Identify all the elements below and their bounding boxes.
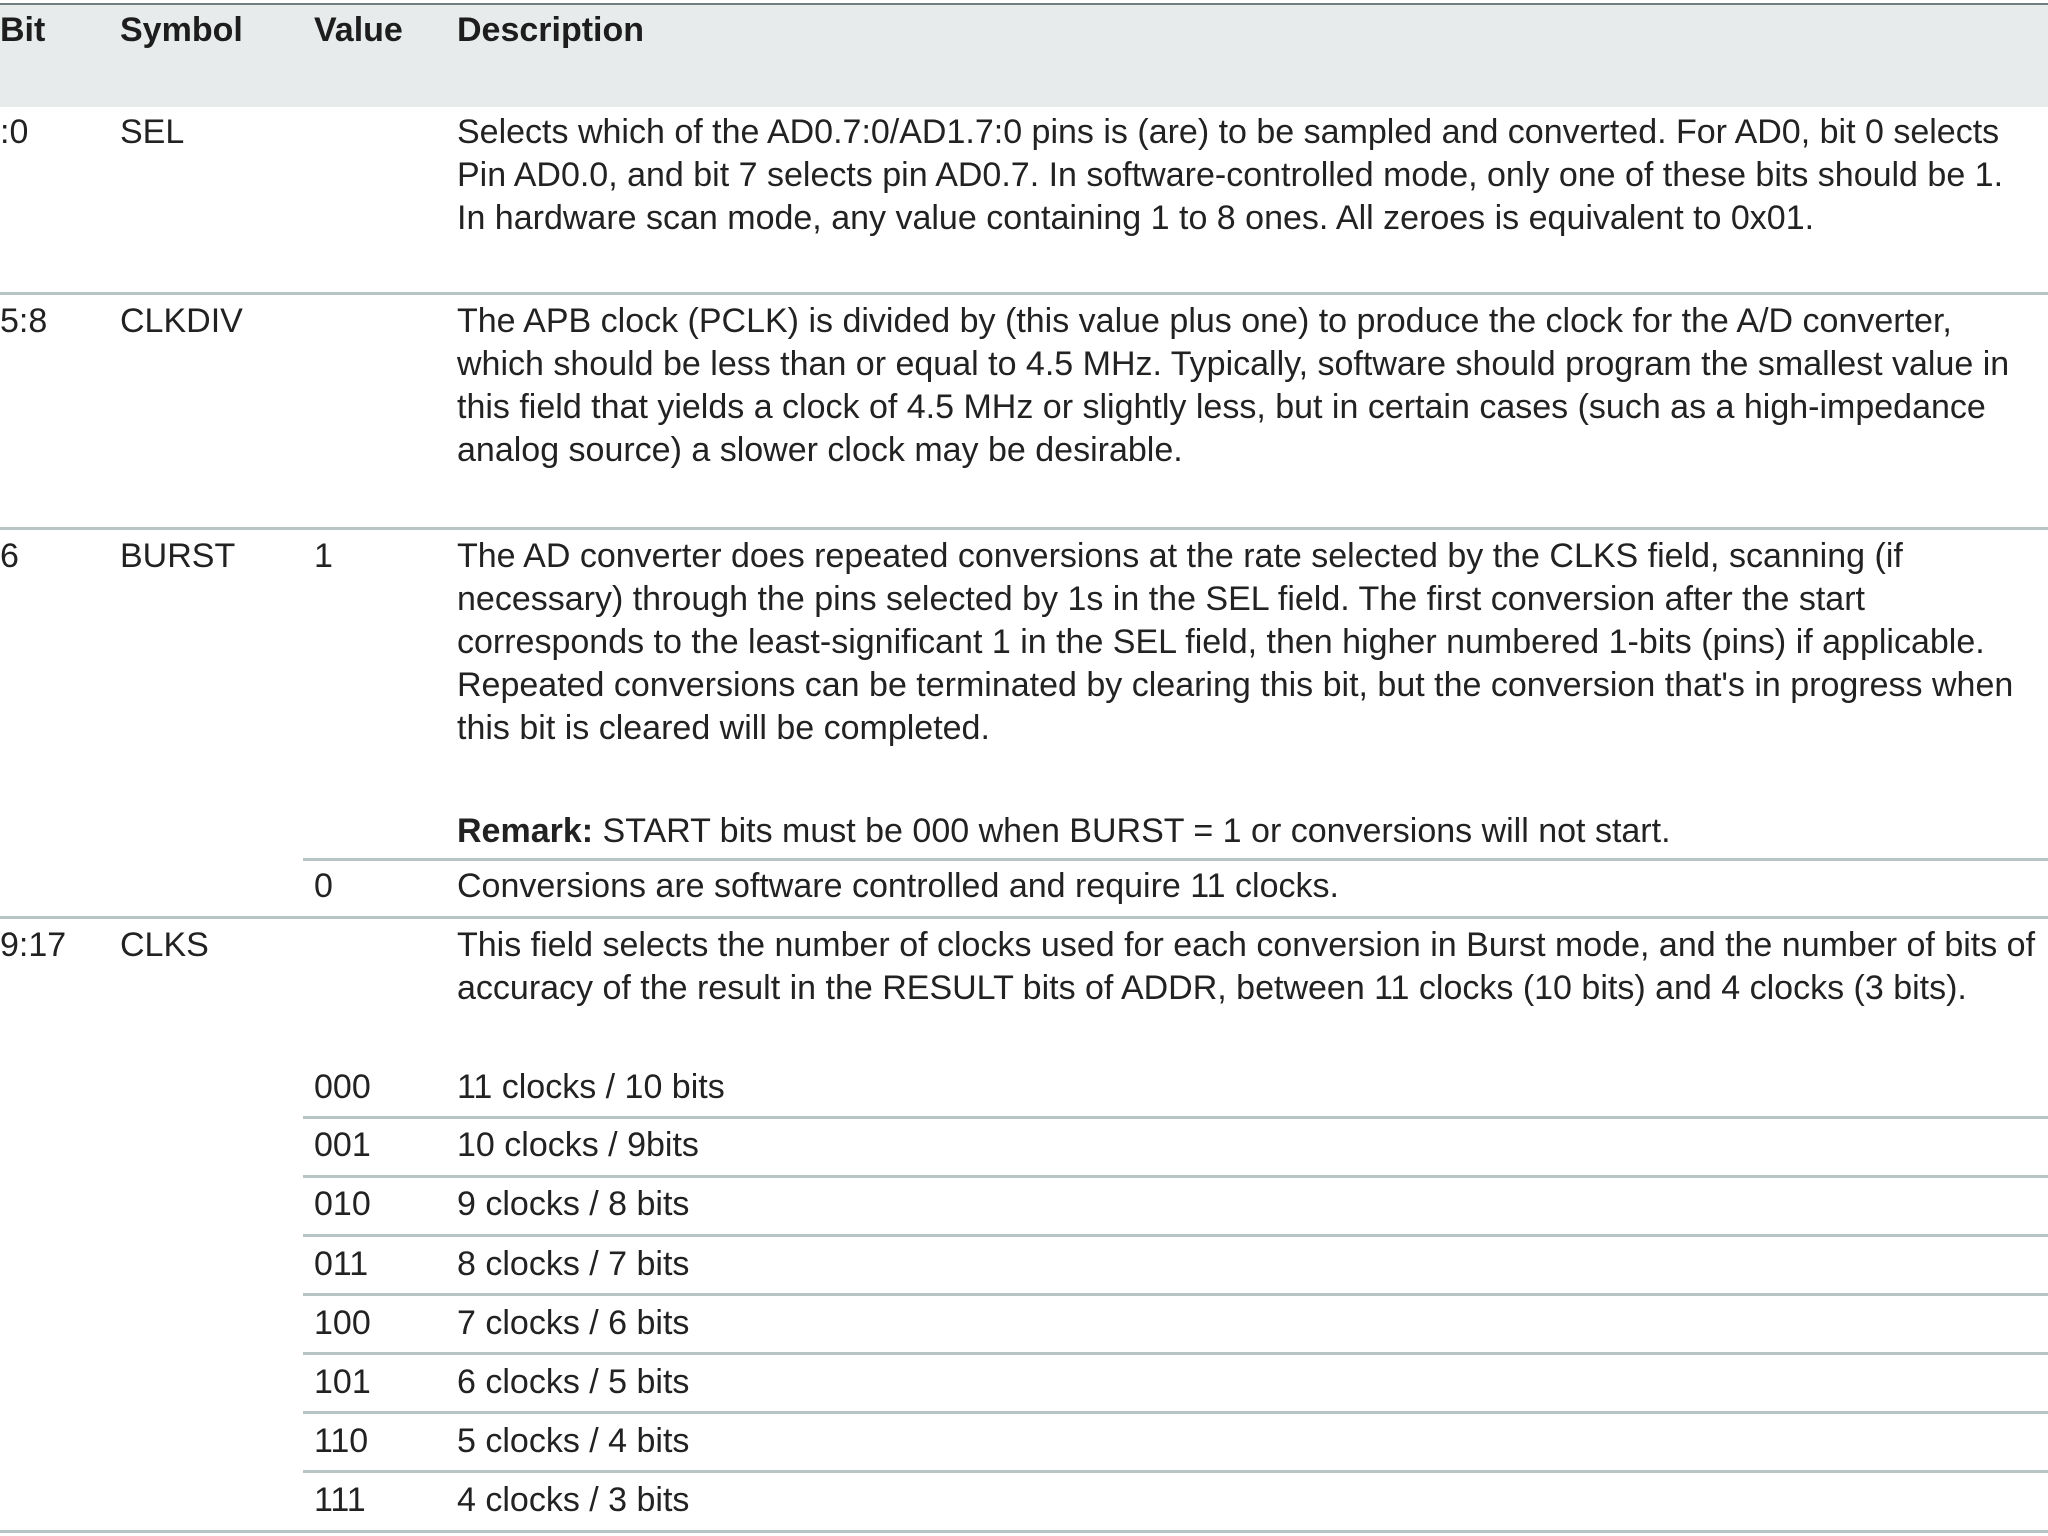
remark-text: START bits must be 000 when BURST = 1 or conversions will not start.: [593, 812, 1671, 850]
table-row-bit: 9:17: [0, 926, 67, 964]
clks-option-value: 001: [314, 1126, 371, 1164]
clks-option-description: 9 clocks / 8 bits: [457, 1185, 690, 1223]
table-row-value: 0: [314, 867, 333, 905]
row-divider: [303, 1175, 2048, 1178]
table-row-symbol: SEL: [120, 113, 185, 151]
table-row-description: Conversions are software controlled and require 11 clocks.: [457, 867, 1339, 905]
row-divider: [303, 1116, 2048, 1119]
clks-option-description: 6 clocks / 5 bits: [457, 1363, 690, 1401]
remark-label: Remark:: [457, 812, 594, 850]
table-row-value: 1: [314, 537, 333, 575]
bit-column-header: Bit: [0, 11, 46, 49]
table-row-description: This field selects the number of clocks used for each conversion in Burst mode, and the number of bits of accuracy of the result in the RESULT bits of ADDR, between 11 clocks (10 bits) and 4 clocks (3 bits).: [457, 926, 2036, 1007]
row-divider: [0, 292, 2048, 295]
description-column-header: Description: [457, 11, 645, 49]
table-row-symbol: CLKS: [120, 926, 209, 964]
clks-option-value: 011: [314, 1245, 369, 1283]
clks-option-description: 11 clocks / 10 bits: [457, 1068, 725, 1106]
clks-option-description: 5 clocks / 4 bits: [457, 1422, 690, 1460]
row-divider: [303, 1234, 2048, 1237]
value-column-header: Value: [314, 11, 403, 49]
row-divider: [303, 1293, 2048, 1296]
clks-option-value: 000: [314, 1068, 371, 1106]
table-row-symbol: CLKDIV: [120, 302, 243, 340]
clks-option-value: 100: [314, 1304, 371, 1342]
table-row-description: The AD converter does repeated conversions at the rate selected by the CLKS field, scanning (if necessary) through the pins selected by 1s in the SEL field. The first conversion after the start corresponds to the least-significant 1 in the SEL field, then higher numbered 1-bits (pins) if applicable. Repeated conversions can be terminated by clearing this bit, but the conversion that's in progress when this bit is cleared will be completed.: [457, 537, 2014, 747]
table-row-bit: 5:8: [0, 302, 48, 340]
table-bottom-border: [0, 1530, 2048, 1533]
clks-option-value: 111: [314, 1481, 366, 1519]
symbol-column-header: Symbol: [120, 11, 243, 49]
clks-option-description: 8 clocks / 7 bits: [457, 1245, 690, 1283]
table-row-description: Selects which of the AD0.7:0/AD1.7:0 pins is (are) to be sampled and converted. For AD0, bit 0 selects Pin AD0.0, and bit 7 selects pin AD0.7. In software-controlled mode, only one of these bits should be 1. In hardware scan mode, any value containing 1 to 8 ones. All zeroes is equivalent to 0x01.: [457, 113, 2004, 237]
clks-option-description: 7 clocks / 6 bits: [457, 1304, 690, 1342]
table-row-symbol: BURST: [120, 537, 236, 575]
row-divider: [303, 858, 2048, 861]
clks-option-value: 010: [314, 1185, 371, 1223]
clks-option-description: 10 clocks / 9bits: [457, 1126, 699, 1164]
row-divider: [303, 1352, 2048, 1355]
row-divider: [0, 527, 2048, 530]
row-divider: [303, 1411, 2048, 1414]
row-divider: [303, 1470, 2048, 1473]
row-divider: [0, 916, 2048, 919]
clks-option-value: 101: [314, 1363, 371, 1401]
clks-option-description: 4 clocks / 3 bits: [457, 1481, 690, 1519]
table-row-bit: :0: [0, 113, 29, 151]
remark-note: [457, 810, 2039, 853]
table-row-description: The APB clock (PCLK) is divided by (this value plus one) to produce the clock for the A/D converter, which should be less than or equal to 4.5 MHz. Typically, software should program the smallest value in this field that yields a clock of 4.5 MHz or slightly less, but in certain cases (such as a high-impedance analog source) a slower clock may be desirable.: [457, 302, 2010, 469]
clks-option-value: 110: [314, 1422, 369, 1460]
table-row-bit: 6: [0, 537, 19, 575]
